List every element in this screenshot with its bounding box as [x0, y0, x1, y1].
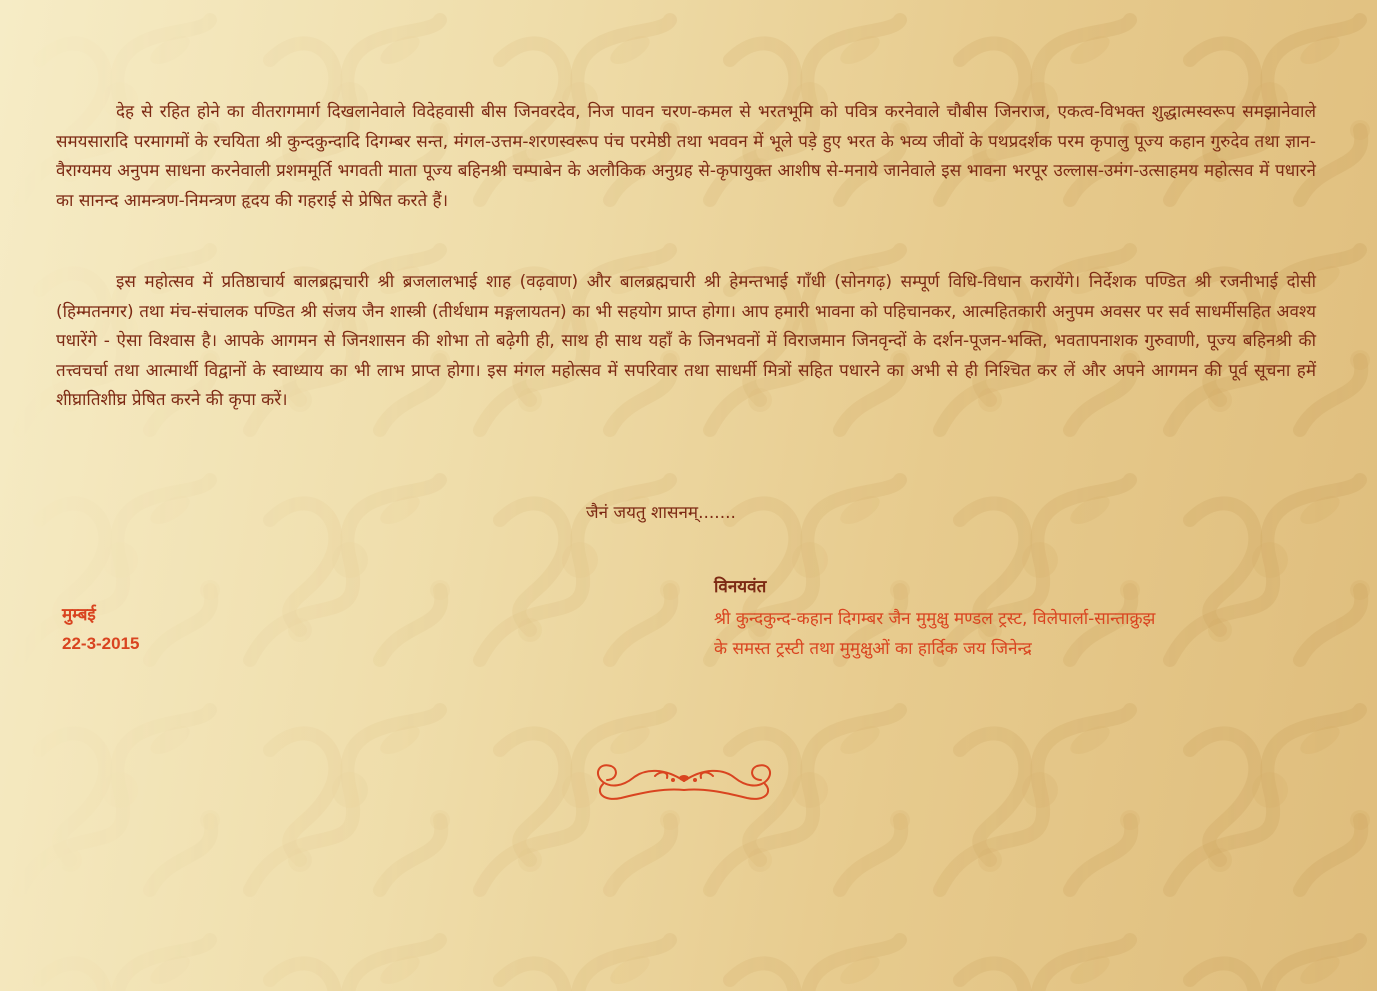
sender-block: [714, 604, 1334, 664]
vinayavant-heading: विनयवंत: [714, 577, 767, 597]
invitation-paragraph-1: देह से रहित होने का वीतरागमार्ग दिखलानेवाले विदेहवासी बीस जिनवरदेव, निज पावन चरण-कमल से भरतभूमि को पवित्र करनेवाले चौबीस जिनराज, एकत्व-विभक्त शुद्धात्मस्वरूप समझानेवाले समयसारादि परमागमों के रचयिता श्री कुन्दकुन्दादि दिगम्बर सन्त, मंगल-उत्तम-शरणस्वरूप पंच परमेष्ठी तथा भववन में भूले पड़े हुए भरत के भव्य जीवों के पथप्रदर्शक परम कृपालु पूज्य कहान गुरुदेव तथा ज्ञान-वैराग्यमय अनुपम साधना करनेवाली प्रशममूर्ति भगवती माता पूज्य बहिनश्री चम्पाबेन के अलौकिक अनुग्रह से-कृपायुक्त आशीष से-मनाये जानेवाले इस भावना भरपूर उल्लास-उमंग-उत्साहमय महोत्सव में पधारने का सानन्द आमन्त्रण-निमन्त्रण हृदय की गहराई से प्रेषित करते हैं।: [56, 102, 1316, 211]
motto-text: जैनं जयतु शासनम्.......: [586, 503, 736, 523]
sender-line-1: श्री कुन्दकुन्द-कहान दिगम्बर जैन मुमुक्षु मण्डल ट्रस्ट, विलेपार्ला-सान्ताक्रुझ: [714, 609, 1156, 629]
sender-line-2: के समस्त ट्रस्टी तथा मुमुक्षुओं का हार्दिक जय जिनेन्द्र: [714, 639, 1032, 659]
date-text: 22-3-2015: [62, 634, 140, 653]
place-text: मुम्बई: [62, 605, 96, 625]
invitation-paragraph-2: इस महोत्सव में प्रतिष्ठाचार्य बालब्रह्मचारी श्री ब्रजलालभाई शाह (वढ़वाण) और बालब्रह्मचारी श्री हेमन्तभाई गाँधी (सोनगढ़) सम्पूर्ण विधि-विधान करायेंगे। निर्देशक पण्डित श्री रजनीभाई दोसी (हिम्मतनगर) तथा मंच-संचालक पण्डित श्री संजय जैन शास्त्री (तीर्थधाम मङ्गलायतन) का भी सहयोग प्राप्त होगा। आप हमारी भावना को पहिचानकर, आत्महितकारी अनुपम अवसर पर सर्व साधर्मीसहित अवश्य पधारेंगे - ऐसा विश्वास है। आपके आगमन से जिनशासन की शोभा तो बढ़ेगी ही, साथ ही साथ यहाँ के जिनभवनों में विराजमान जिनवृन्दों के दर्शन-पूजन-भक्ति, भवतापनाशक गुरुवाणी, पूज्य बहिनश्री की तत्त्वचर्चा तथा आत्मार्थी विद्वानों के स्वाध्याय का भी लाभ प्राप्त होगा। इस मंगल महोत्सव में सपरिवार तथा साधर्मी मित्रों सहित पधारने का अभी से ही निश्चित कर लें और अपने आगमन की पूर्व सूचना हमें शीघ्रातिशीघ्र प्रेषित करने की कृपा करें।: [56, 272, 1316, 410]
floral-divider-icon: [585, 758, 783, 804]
